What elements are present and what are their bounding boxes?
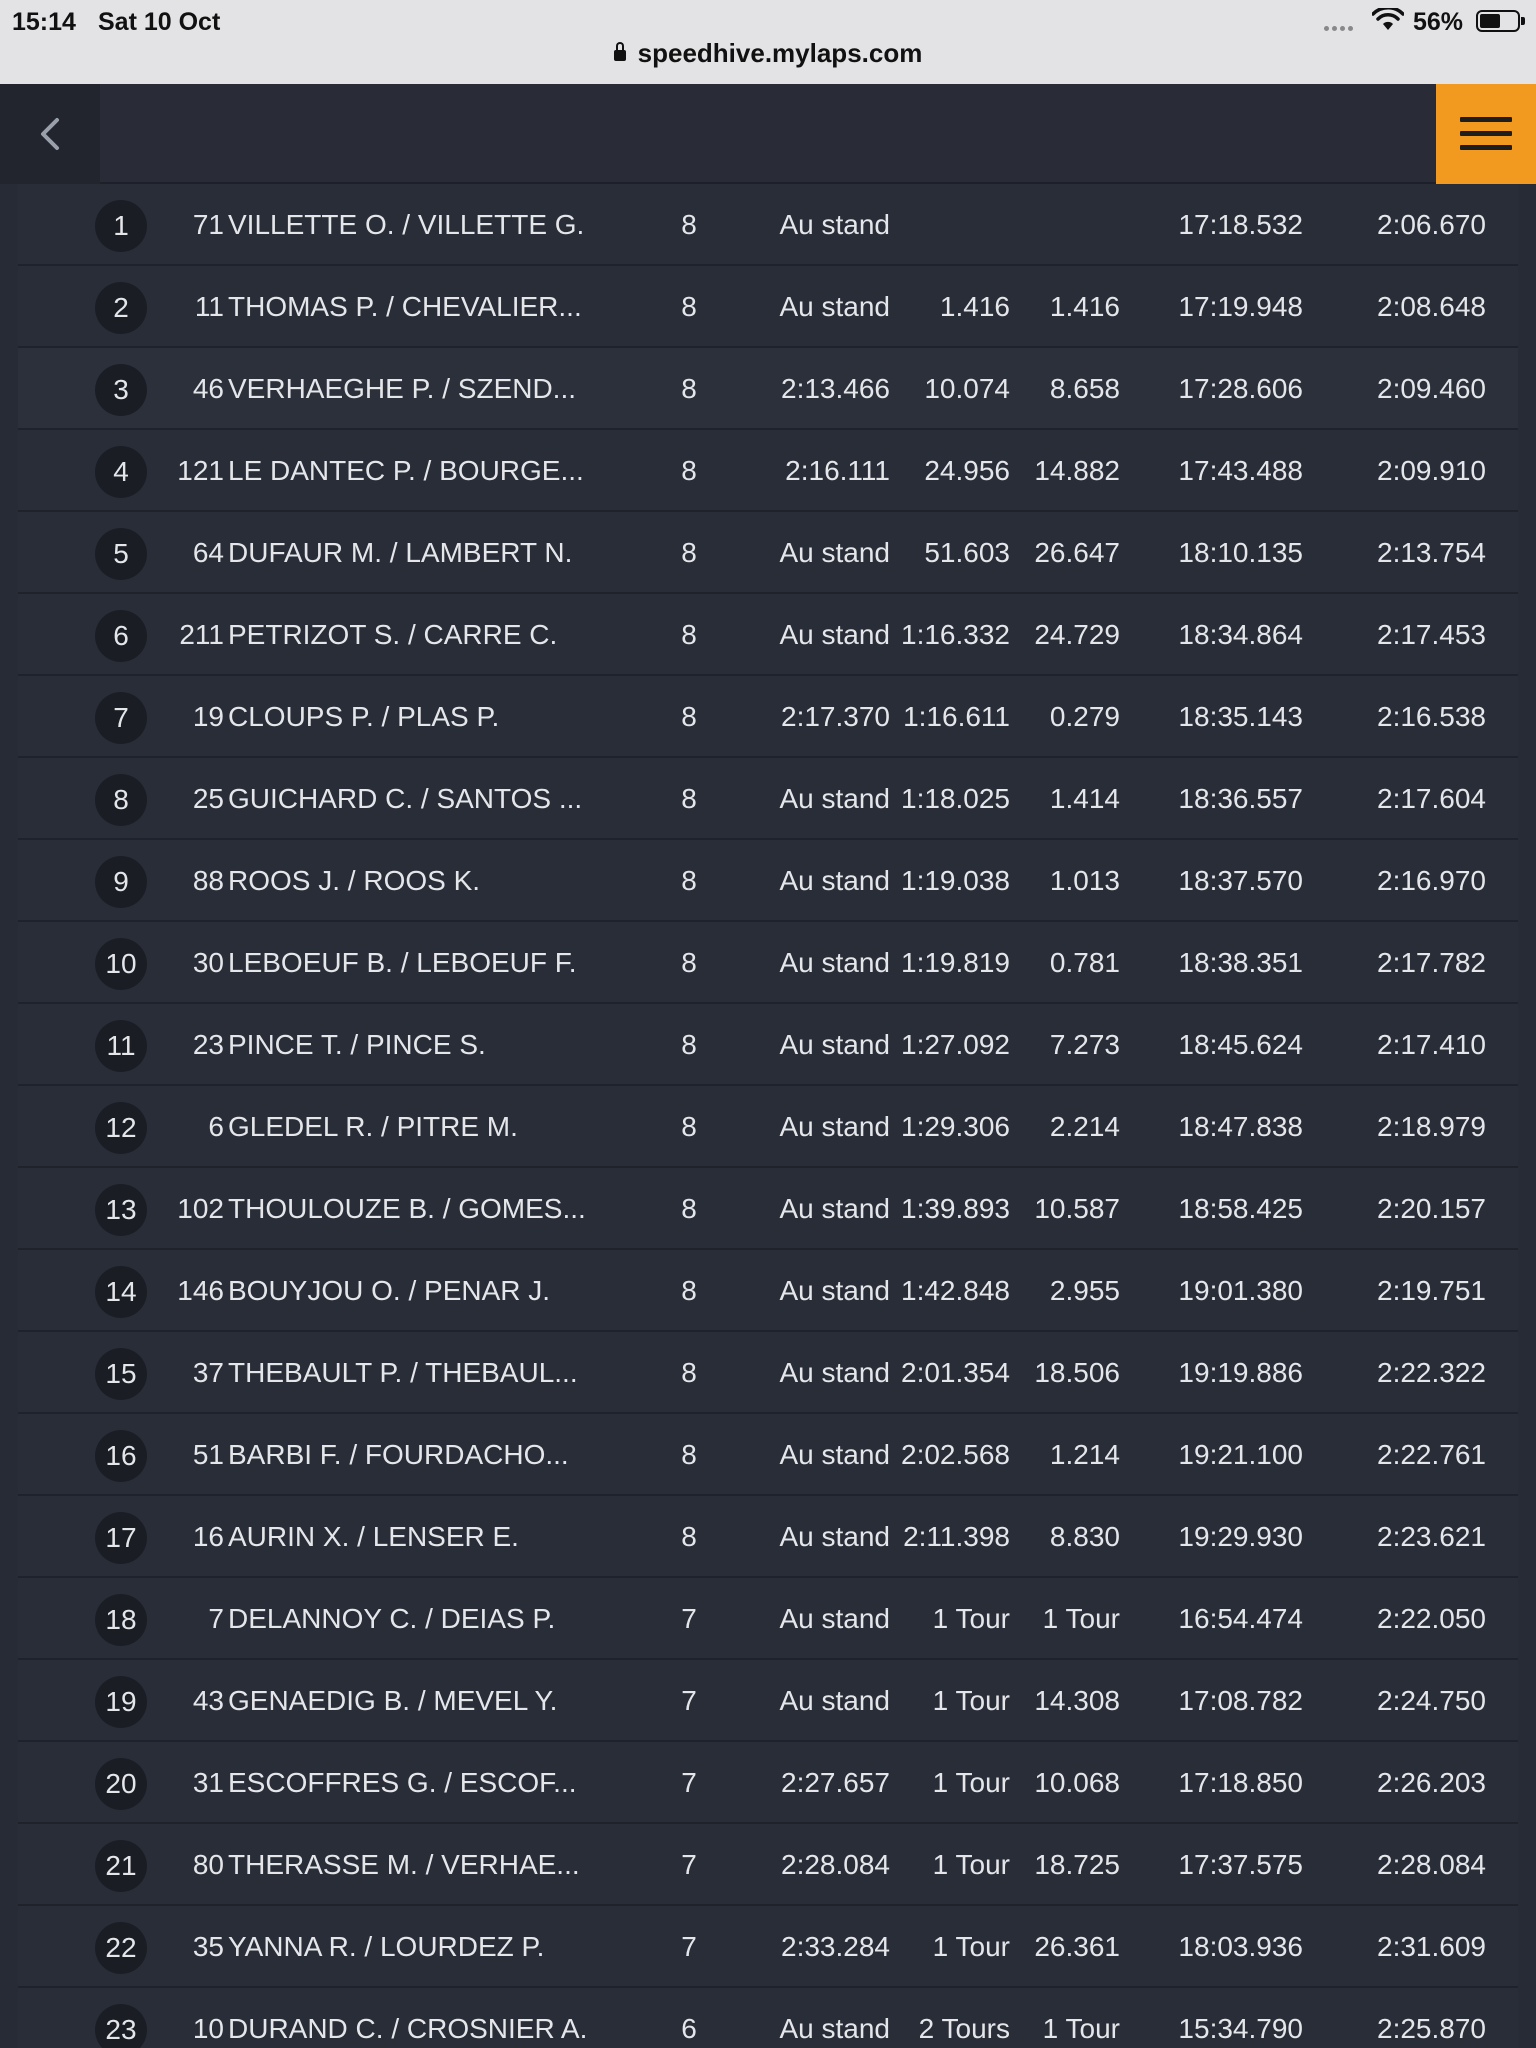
driver-names: GLEDEL R. / PITRE M. bbox=[228, 1111, 518, 1142]
best-lap: 2:17.410 bbox=[1377, 1029, 1486, 1060]
position-badge: 14 bbox=[95, 1266, 147, 1318]
last-lap-status: 2:16.111 bbox=[785, 455, 890, 486]
car-number: 37 bbox=[192, 1357, 224, 1388]
last-lap-status: Au stand bbox=[779, 2013, 890, 2044]
car-number: 71 bbox=[192, 209, 224, 240]
battery-percent: 56% bbox=[1413, 8, 1464, 36]
battery-icon bbox=[1476, 10, 1520, 32]
hamburger-menu-icon bbox=[1458, 114, 1514, 154]
laps-count: 7 bbox=[681, 1767, 697, 1798]
driver-names: GENAEDIG B. / MEVEL Y. bbox=[228, 1685, 558, 1716]
laps-count: 8 bbox=[681, 1521, 697, 1552]
last-lap-status: Au stand bbox=[779, 865, 890, 896]
car-number: 80 bbox=[192, 1849, 224, 1880]
driver-names: THOULOUZE B. / GOMES... bbox=[228, 1193, 586, 1224]
gap-to-leader: 1:42.848 bbox=[901, 1275, 1010, 1306]
car-number: 23 bbox=[192, 1029, 224, 1060]
car-number: 6 bbox=[208, 1111, 224, 1142]
car-number: 35 bbox=[192, 1931, 224, 1962]
best-lap: 2:26.203 bbox=[1377, 1767, 1486, 1798]
position-badge: 2 bbox=[95, 282, 147, 334]
total-time: 19:29.930 bbox=[1178, 1521, 1303, 1552]
position-badge: 7 bbox=[95, 692, 147, 744]
gap-to-previous: 0.279 bbox=[1049, 701, 1120, 732]
status-date: Sat 10 Oct bbox=[98, 8, 221, 36]
best-lap: 2:24.750 bbox=[1377, 1685, 1486, 1716]
table-row[interactable] bbox=[18, 594, 1518, 676]
car-number: 46 bbox=[192, 373, 224, 404]
total-time: 15:34.790 bbox=[1178, 2013, 1303, 2044]
last-lap-status: Au stand bbox=[779, 291, 890, 322]
last-lap-status: Au stand bbox=[779, 1439, 890, 1470]
car-number: 146 bbox=[177, 1275, 224, 1306]
gap-to-previous: 8.830 bbox=[1049, 1521, 1120, 1552]
gap-to-previous: 1.013 bbox=[1049, 865, 1120, 896]
car-number: 25 bbox=[192, 783, 224, 814]
gap-to-leader: 1:39.893 bbox=[901, 1193, 1010, 1224]
laps-count: 8 bbox=[681, 865, 697, 896]
laps-count: 8 bbox=[681, 209, 697, 240]
best-lap: 2:16.970 bbox=[1377, 865, 1486, 896]
table-row[interactable] bbox=[18, 266, 1518, 348]
gap-to-leader: 1 Tour bbox=[932, 1931, 1010, 1962]
gap-to-previous: 1.416 bbox=[1049, 291, 1120, 322]
best-lap: 2:06.670 bbox=[1377, 209, 1486, 240]
car-number: 11 bbox=[194, 291, 224, 322]
last-lap-status: Au stand bbox=[779, 1193, 890, 1224]
driver-names: CLOUPS P. / PLAS P. bbox=[228, 701, 500, 732]
gap-to-previous: 14.882 bbox=[1034, 455, 1120, 486]
last-lap-status: 2:13.466 bbox=[781, 373, 890, 404]
gap-to-previous: 10.068 bbox=[1034, 1767, 1120, 1798]
laps-count: 8 bbox=[681, 1111, 697, 1142]
last-lap-status: Au stand bbox=[779, 209, 890, 240]
total-time: 18:45.624 bbox=[1178, 1029, 1303, 1060]
gap-to-previous: 1.414 bbox=[1049, 783, 1120, 814]
laps-count: 6 bbox=[681, 2013, 697, 2044]
last-lap-status: Au stand bbox=[779, 1357, 890, 1388]
laps-count: 8 bbox=[681, 1439, 697, 1470]
car-number: 211 bbox=[179, 619, 224, 650]
total-time: 18:35.143 bbox=[1178, 701, 1303, 732]
signal-dots-icon bbox=[1324, 18, 1356, 36]
total-time: 17:43.488 bbox=[1178, 455, 1303, 486]
gap-to-previous: 18.725 bbox=[1034, 1849, 1120, 1880]
table-row[interactable] bbox=[18, 1988, 1518, 2048]
gap-to-leader: 1:16.611 bbox=[903, 701, 1010, 732]
last-lap-status: 2:27.657 bbox=[781, 1767, 890, 1798]
gap-to-previous: 2.955 bbox=[1049, 1275, 1120, 1306]
position-badge: 4 bbox=[95, 446, 147, 498]
table-row[interactable] bbox=[18, 1086, 1518, 1168]
last-lap-status: 2:28.084 bbox=[781, 1849, 890, 1880]
table-row[interactable] bbox=[18, 1660, 1518, 1742]
table-row[interactable] bbox=[18, 840, 1518, 922]
gap-to-leader: 51.603 bbox=[924, 537, 1010, 568]
gap-to-previous: 1 Tour bbox=[1042, 1603, 1120, 1634]
gap-to-leader: 1 Tour bbox=[932, 1603, 1010, 1634]
laps-count: 8 bbox=[681, 783, 697, 814]
driver-names: VILLETTE O. / VILLETTE G. bbox=[228, 209, 585, 240]
gap-to-previous: 24.729 bbox=[1034, 619, 1120, 650]
driver-names: THEBAULT P. / THEBAUL... bbox=[228, 1357, 578, 1388]
gap-to-leader: 1:18.025 bbox=[901, 783, 1010, 814]
table-row[interactable] bbox=[18, 1906, 1518, 1988]
table-row[interactable] bbox=[18, 1496, 1518, 1578]
position-badge: 3 bbox=[95, 364, 147, 416]
best-lap: 2:17.604 bbox=[1377, 783, 1486, 814]
driver-names: BARBI F. / FOURDACHO... bbox=[228, 1439, 569, 1470]
table-row[interactable] bbox=[18, 512, 1518, 594]
driver-names: LEBOEUF B. / LEBOEUF F. bbox=[228, 947, 577, 978]
driver-names: ESCOFFRES G. / ESCOF... bbox=[228, 1767, 577, 1798]
table-row[interactable] bbox=[18, 1250, 1518, 1332]
total-time: 18:03.936 bbox=[1178, 1931, 1303, 1962]
gap-to-previous: 0.781 bbox=[1049, 947, 1120, 978]
car-number: 121 bbox=[177, 455, 224, 486]
gap-to-previous: 14.308 bbox=[1034, 1685, 1120, 1716]
car-number: 7 bbox=[208, 1603, 224, 1634]
total-time: 17:18.532 bbox=[1178, 209, 1303, 240]
address-bar[interactable] bbox=[0, 38, 1536, 69]
laps-count: 8 bbox=[681, 1357, 697, 1388]
gap-to-leader: 1:16.332 bbox=[901, 619, 1010, 650]
last-lap-status: Au stand bbox=[779, 947, 890, 978]
best-lap: 2:13.754 bbox=[1377, 537, 1486, 568]
driver-names: VERHAEGHE P. / SZEND... bbox=[228, 373, 577, 404]
driver-names: THOMAS P. / CHEVALIER... bbox=[228, 291, 582, 322]
total-time: 18:36.557 bbox=[1178, 783, 1303, 814]
position-badge: 19 bbox=[95, 1676, 147, 1728]
table-row[interactable] bbox=[18, 1332, 1518, 1414]
best-lap: 2:20.157 bbox=[1377, 1193, 1486, 1224]
gap-to-leader: 2:01.354 bbox=[901, 1357, 1010, 1388]
gap-to-previous: 18.506 bbox=[1034, 1357, 1120, 1388]
position-badge: 15 bbox=[95, 1348, 147, 1400]
total-time: 18:38.351 bbox=[1178, 947, 1303, 978]
table-row[interactable] bbox=[18, 430, 1518, 512]
laps-count: 8 bbox=[681, 701, 697, 732]
driver-names: ROOS J. / ROOS K. bbox=[228, 865, 481, 896]
menu-button[interactable] bbox=[1436, 84, 1536, 184]
best-lap: 2:09.910 bbox=[1377, 455, 1486, 486]
last-lap-status: Au stand bbox=[779, 1111, 890, 1142]
last-lap-status: Au stand bbox=[779, 1029, 890, 1060]
driver-names: LE DANTEC P. / BOURGE... bbox=[228, 455, 584, 486]
driver-names: GUICHARD C. / SANTOS ... bbox=[228, 783, 583, 814]
laps-count: 8 bbox=[681, 373, 697, 404]
gap-to-leader: 1:19.819 bbox=[901, 947, 1010, 978]
position-badge: 18 bbox=[95, 1594, 147, 1646]
car-number: 64 bbox=[192, 537, 224, 568]
best-lap: 2:28.084 bbox=[1377, 1849, 1486, 1880]
table-row[interactable] bbox=[18, 758, 1518, 840]
best-lap: 2:08.648 bbox=[1377, 291, 1486, 322]
driver-names: PETRIZOT S. / CARRE C. bbox=[228, 619, 558, 650]
driver-names: YANNA R. / LOURDEZ P. bbox=[228, 1931, 545, 1962]
chevron-left-icon bbox=[35, 114, 65, 154]
laps-count: 7 bbox=[681, 1931, 697, 1962]
best-lap: 2:17.782 bbox=[1377, 947, 1486, 978]
driver-names: DURAND C. / CROSNIER A. bbox=[228, 2013, 588, 2044]
position-badge: 16 bbox=[95, 1430, 147, 1482]
best-lap: 2:22.322 bbox=[1377, 1357, 1486, 1388]
url-text: speedhive.mylaps.com bbox=[637, 38, 923, 68]
laps-count: 8 bbox=[681, 537, 697, 568]
gap-to-previous: 8.658 bbox=[1049, 373, 1120, 404]
total-time: 17:37.575 bbox=[1178, 1849, 1303, 1880]
laps-count: 8 bbox=[681, 1193, 697, 1224]
last-lap-status: Au stand bbox=[779, 537, 890, 568]
gap-to-previous: 1 Tour bbox=[1042, 2013, 1120, 2044]
total-time: 16:54.474 bbox=[1178, 1603, 1303, 1634]
gap-to-leader: 1 Tour bbox=[932, 1767, 1010, 1798]
position-badge: 17 bbox=[95, 1512, 147, 1564]
position-badge: 21 bbox=[95, 1840, 147, 1892]
laps-count: 8 bbox=[681, 455, 697, 486]
total-time: 18:58.425 bbox=[1178, 1193, 1303, 1224]
total-time: 18:10.135 bbox=[1178, 537, 1303, 568]
car-number: 30 bbox=[192, 947, 224, 978]
car-number: 19 bbox=[192, 701, 224, 732]
table-row[interactable] bbox=[18, 1168, 1518, 1250]
laps-count: 7 bbox=[681, 1685, 697, 1716]
last-lap-status: Au stand bbox=[779, 1685, 890, 1716]
last-lap-status: Au stand bbox=[779, 1603, 890, 1634]
car-number: 10 bbox=[192, 2013, 224, 2044]
gap-to-previous: 26.647 bbox=[1034, 537, 1120, 568]
laps-count: 8 bbox=[681, 1275, 697, 1306]
total-time: 18:34.864 bbox=[1178, 619, 1303, 650]
lock-icon bbox=[614, 50, 626, 61]
driver-names: AURIN X. / LENSER E. bbox=[228, 1521, 519, 1552]
gap-to-leader: 1 Tour bbox=[932, 1685, 1010, 1716]
gap-to-previous: 7.273 bbox=[1049, 1029, 1120, 1060]
table-row[interactable] bbox=[18, 1742, 1518, 1824]
car-number: 31 bbox=[192, 1767, 224, 1798]
gap-to-leader: 2 Tours bbox=[918, 2013, 1010, 2044]
laps-count: 8 bbox=[681, 291, 697, 322]
best-lap: 2:23.621 bbox=[1377, 1521, 1486, 1552]
total-time: 17:19.948 bbox=[1178, 291, 1303, 322]
results-table bbox=[18, 184, 1518, 2048]
total-time: 19:19.886 bbox=[1178, 1357, 1303, 1388]
total-time: 17:18.850 bbox=[1178, 1767, 1303, 1798]
position-badge: 10 bbox=[95, 938, 147, 990]
position-badge: 11 bbox=[95, 1020, 147, 1072]
last-lap-status: Au stand bbox=[779, 783, 890, 814]
last-lap-status: Au stand bbox=[779, 1275, 890, 1306]
gap-to-previous bbox=[1018, 184, 1120, 266]
position-badge: 1 bbox=[95, 200, 147, 252]
gap-to-previous: 26.361 bbox=[1034, 1931, 1120, 1962]
best-lap: 2:31.609 bbox=[1377, 1931, 1486, 1962]
driver-names: THERASSE M. / VERHAE... bbox=[228, 1849, 580, 1880]
total-time: 18:47.838 bbox=[1178, 1111, 1303, 1142]
gap-to-leader: 2:02.568 bbox=[901, 1439, 1010, 1470]
total-time: 18:37.570 bbox=[1178, 865, 1303, 896]
table-row[interactable] bbox=[18, 1824, 1518, 1906]
driver-names: BOUYJOU O. / PENAR J. bbox=[228, 1275, 551, 1306]
best-lap: 2:09.460 bbox=[1377, 373, 1486, 404]
car-number: 88 bbox=[192, 865, 224, 896]
best-lap: 2:16.538 bbox=[1377, 701, 1486, 732]
gap-to-leader: 1:29.306 bbox=[901, 1111, 1010, 1142]
best-lap: 2:18.979 bbox=[1377, 1111, 1486, 1142]
gap-to-leader: 24.956 bbox=[924, 455, 1010, 486]
laps-count: 8 bbox=[681, 1029, 697, 1060]
car-number: 51 bbox=[192, 1439, 224, 1470]
table-row[interactable] bbox=[18, 922, 1518, 1004]
car-number: 16 bbox=[192, 1521, 224, 1552]
table-row[interactable] bbox=[18, 676, 1518, 758]
best-lap: 2:22.050 bbox=[1377, 1603, 1486, 1634]
car-number: 102 bbox=[177, 1193, 224, 1224]
position-badge: 20 bbox=[95, 1758, 147, 1810]
gap-to-leader: 1:27.092 bbox=[901, 1029, 1010, 1060]
table-row[interactable] bbox=[18, 184, 1518, 266]
status-bar bbox=[0, 0, 1536, 84]
position-badge: 5 bbox=[95, 528, 147, 580]
driver-names: PINCE T. / PINCE S. bbox=[228, 1029, 486, 1060]
table-row[interactable] bbox=[18, 1004, 1518, 1086]
car-number: 43 bbox=[192, 1685, 224, 1716]
status-time: 15:14 bbox=[12, 8, 76, 36]
laps-count: 8 bbox=[681, 619, 697, 650]
laps-count: 8 bbox=[681, 947, 697, 978]
last-lap-status: 2:17.370 bbox=[781, 701, 890, 732]
total-time: 19:21.100 bbox=[1178, 1439, 1303, 1470]
total-time: 19:01.380 bbox=[1178, 1275, 1303, 1306]
best-lap: 2:17.453 bbox=[1377, 619, 1486, 650]
position-badge: 6 bbox=[95, 610, 147, 662]
best-lap: 2:22.761 bbox=[1377, 1439, 1486, 1470]
best-lap: 2:25.870 bbox=[1377, 2013, 1486, 2044]
last-lap-status: 2:33.284 bbox=[781, 1931, 890, 1962]
gap-to-previous: 2.214 bbox=[1049, 1111, 1120, 1142]
position-badge: 8 bbox=[95, 774, 147, 826]
position-badge: 12 bbox=[95, 1102, 147, 1154]
gap-to-previous: 1.214 bbox=[1049, 1439, 1120, 1470]
driver-names: DELANNOY C. / DEIAS P. bbox=[228, 1603, 556, 1634]
last-lap-status: Au stand bbox=[779, 1521, 890, 1552]
gap-to-leader: 1.416 bbox=[939, 291, 1010, 322]
position-badge: 9 bbox=[95, 856, 147, 908]
table-row[interactable] bbox=[18, 1414, 1518, 1496]
gap-to-previous: 10.587 bbox=[1034, 1193, 1120, 1224]
table-row[interactable] bbox=[18, 348, 1518, 430]
back-button[interactable] bbox=[0, 84, 100, 184]
driver-names: DUFAUR M. / LAMBERT N. bbox=[228, 537, 573, 568]
best-lap: 2:19.751 bbox=[1377, 1275, 1486, 1306]
laps-count: 7 bbox=[681, 1849, 697, 1880]
laps-count: 7 bbox=[681, 1603, 697, 1634]
position-badge: 23 bbox=[95, 2004, 147, 2048]
last-lap-status: Au stand bbox=[779, 619, 890, 650]
gap-to-leader: 10.074 bbox=[924, 373, 1010, 404]
table-row[interactable] bbox=[18, 1578, 1518, 1660]
total-time: 17:08.782 bbox=[1178, 1685, 1303, 1716]
wifi-icon bbox=[1372, 8, 1404, 32]
position-badge: 13 bbox=[95, 1184, 147, 1236]
gap-to-leader: 1 Tour bbox=[932, 1849, 1010, 1880]
app-header bbox=[0, 84, 1536, 184]
gap-to-leader: 2:11.398 bbox=[903, 1521, 1010, 1552]
gap-to-leader bbox=[898, 184, 1010, 266]
gap-to-leader: 1:19.038 bbox=[901, 865, 1010, 896]
total-time: 17:28.606 bbox=[1178, 373, 1303, 404]
position-badge: 22 bbox=[95, 1922, 147, 1974]
